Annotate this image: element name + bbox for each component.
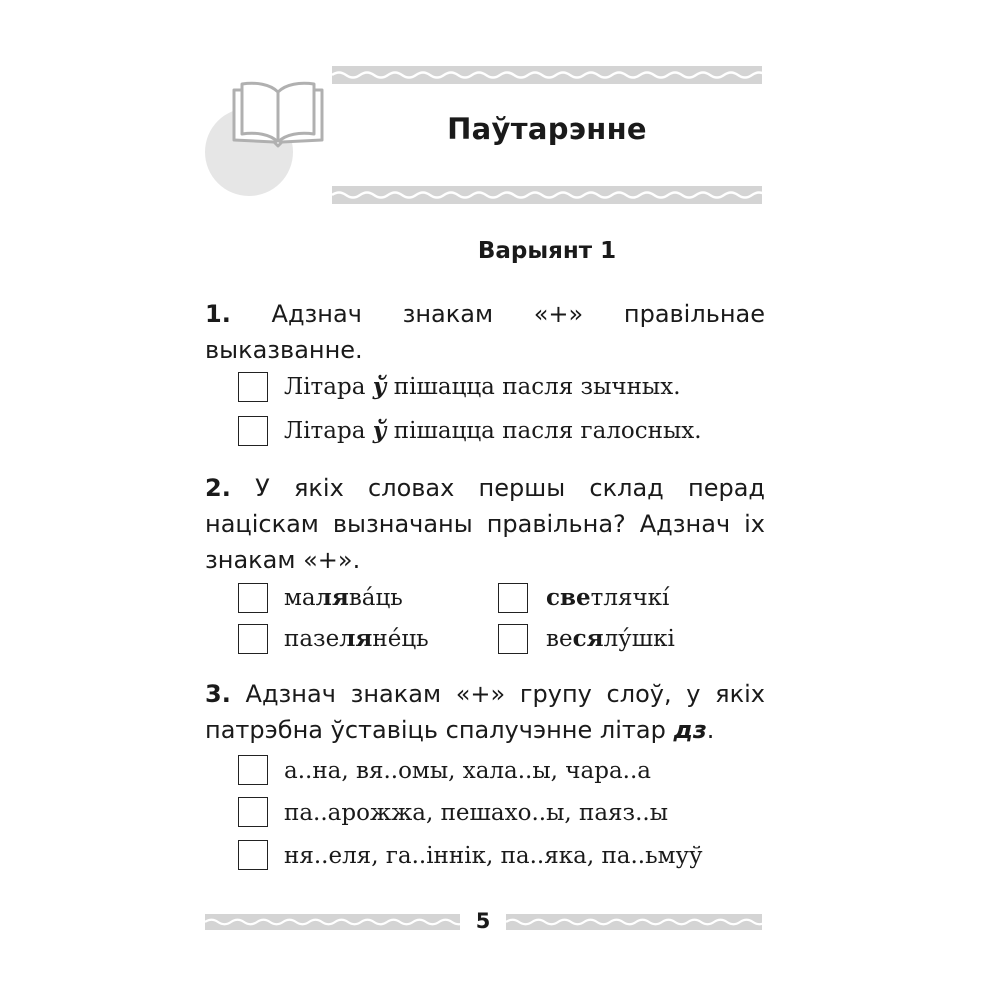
question-text: Адзнач знакам «+» правільнае выказванне. — [205, 300, 765, 364]
q1-option-1: Літара ў пішацца пасля зычных. — [284, 373, 681, 400]
question-text: Адзнач знакам «+» групу слоў, у якіх патрэбна ўставіць спалучэнне літар — [205, 680, 765, 744]
q2-option-1: малява́ць — [284, 584, 403, 611]
page-title: Паўтарэнне — [447, 112, 647, 146]
q3-option-2: па..арожжа, пешахо..ы, паяз..ы — [284, 800, 669, 826]
checkbox-q2-option-2[interactable] — [498, 583, 528, 613]
q1-option-2: Літара ў пішацца пасля галосных. — [284, 417, 702, 444]
q2-option-2: светлячкі́ — [546, 584, 670, 611]
header-top-wave-band — [332, 66, 762, 84]
checkbox-q3-option-2[interactable] — [238, 797, 268, 827]
checkbox-q1-option-1[interactable] — [238, 372, 268, 402]
checkbox-q3-option-1[interactable] — [238, 755, 268, 785]
open-book-icon — [230, 80, 326, 150]
variant-heading: Варыянт 1 — [477, 238, 617, 264]
question-number: 2. — [205, 474, 231, 502]
checkbox-q2-option-3[interactable] — [238, 624, 268, 654]
q2-option-4: весялу́шкі — [546, 625, 675, 652]
question-number: 1. — [205, 300, 231, 328]
footer-wave-band-left — [205, 914, 460, 930]
q2-option-3: пазеляне́ць — [284, 625, 429, 652]
question-1 — [205, 296, 765, 368]
highlighted-letters: дз — [673, 716, 707, 744]
question-text: У якіх словах першы склад перад націскам вызначаны правільна? Адзнач іх знакам «+». — [205, 474, 765, 574]
footer-wave-band-right — [506, 914, 762, 930]
question-3: 3. Адзнач знакам «+» групу слоў, у якіх патрэбна ўставіць спалучэнне літар дз. — [205, 680, 765, 744]
header-bottom-wave-band — [332, 186, 762, 204]
question-2 — [205, 470, 765, 578]
checkbox-q2-option-4[interactable] — [498, 624, 528, 654]
question-number: 3. — [205, 680, 231, 708]
q3-option-3: ня..еля, га..іннік, па..яка, па..ьмуў — [284, 843, 703, 869]
q3-option-1: а..на, вя..омы, хала..ы, чара..а — [284, 758, 651, 784]
checkbox-q3-option-3[interactable] — [238, 840, 268, 870]
checkbox-q1-option-2[interactable] — [238, 416, 268, 446]
highlighted-letter: ў — [372, 373, 387, 400]
checkbox-q2-option-1[interactable] — [238, 583, 268, 613]
page-number: 5 — [475, 909, 491, 933]
highlighted-letter: ў — [372, 417, 387, 444]
